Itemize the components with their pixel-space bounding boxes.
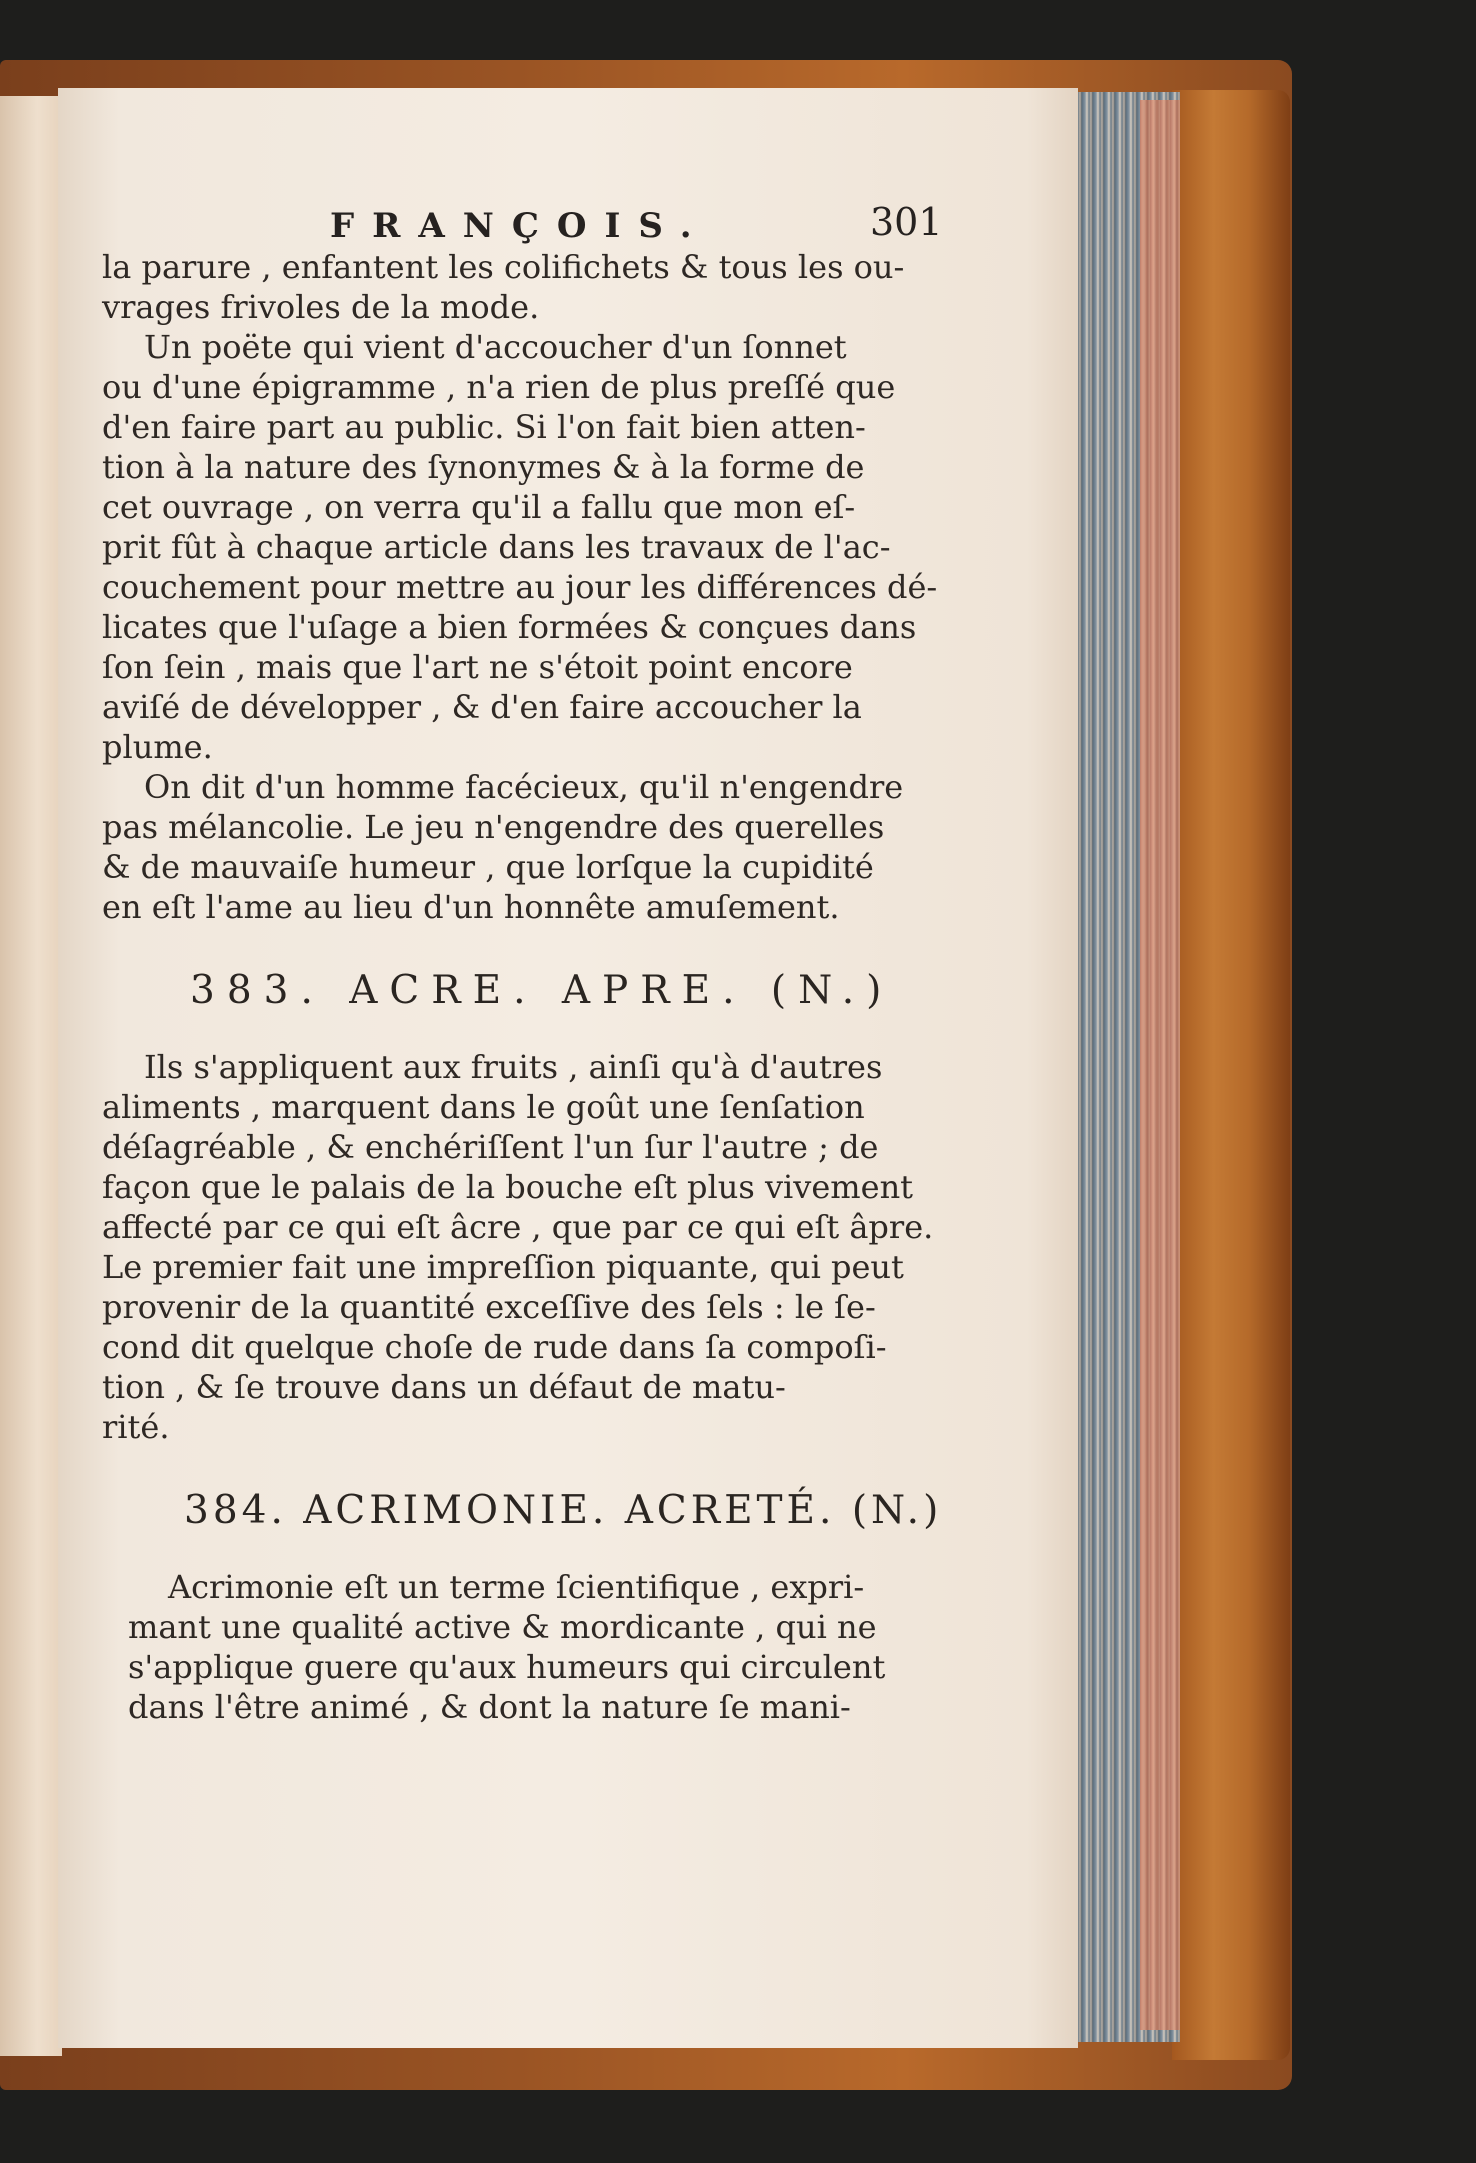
- article-heading-384: 384. ACRIMONIE. ACRETÉ. (N.): [184, 1488, 943, 1533]
- text-line: licates que l'uſage a bien formées & conçues dans: [102, 608, 917, 646]
- book-page: [58, 88, 1078, 2048]
- text-line: mant une qualité active & mordicante , qui ne: [128, 1608, 877, 1646]
- text-line: ou d'une épigramme , n'a rien de plus preſſé que: [102, 368, 896, 406]
- text-line: plume.: [102, 728, 213, 766]
- text-line: prit fût à chaque article dans les travaux de l'ac-: [102, 528, 891, 566]
- text-line: d'en faire part au public. Si l'on fait bien atten-: [102, 408, 866, 446]
- page-number: 301: [870, 200, 943, 244]
- red-page-edges: [1140, 100, 1180, 2030]
- text-line: déſagréable , & enchériſſent l'un ſur l'autre ; de: [102, 1128, 879, 1166]
- facing-page-sliver: [0, 96, 62, 2056]
- text-line: vrages frivoles de la mode.: [102, 288, 540, 326]
- text-line: en eſt l'ame au lieu d'un honnête amuſement.: [102, 888, 840, 926]
- article-heading-383: 383. ACRE. APRE. (N.): [190, 968, 894, 1013]
- text-line: façon que le palais de la bouche eſt plus vivement: [102, 1168, 914, 1206]
- text-line: aviſé de développer , & d'en faire accoucher la: [102, 688, 862, 726]
- text-line: aliments , marquent dans le goût une ſenſation: [102, 1088, 865, 1126]
- text-line: ſon ſein , mais que l'art ne s'étoit point encore: [102, 648, 853, 686]
- text-line: Ils s'appliquent aux fruits , ainſi qu'à d'autres: [144, 1048, 883, 1086]
- text-line: On dit d'un homme facécieux, qu'il n'engendre: [144, 768, 904, 806]
- text-line: la parure , enfantent les colifichets & tous les ou-: [102, 248, 905, 286]
- text-line: Acrimonie eſt un terme ſcientifique , expri-: [168, 1568, 865, 1606]
- text-line: & de mauvaiſe humeur , que lorſque la cupidité: [102, 848, 874, 886]
- text-line: Le premier fait une impreſſion piquante, qui peut: [102, 1248, 904, 1286]
- text-line: rité.: [102, 1408, 170, 1446]
- text-line: s'applique guere qu'aux humeurs qui circulent: [128, 1648, 886, 1686]
- text-line: cet ouvrage , on verra qu'il a fallu que mon eſ-: [102, 488, 856, 526]
- text-line: tion , & ſe trouve dans un défaut de matu-: [102, 1368, 786, 1406]
- text-line: tion à la nature des ſynonymes & à la forme de: [102, 448, 865, 486]
- cover-edge: [1172, 90, 1290, 2060]
- text-line: provenir de la quantité exceſſive des ſels : le ſe-: [102, 1288, 876, 1326]
- text-line: pas mélancolie. Le jeu n'engendre des querelles: [102, 808, 885, 846]
- text-line: Un poëte qui vient d'accoucher d'un ſonnet: [144, 328, 847, 366]
- text-line: affecté par ce qui eſt âcre , que par ce qui eſt âpre.: [102, 1208, 934, 1246]
- running-head: FRANÇOIS.: [330, 206, 710, 246]
- text-line: cond dit quelque choſe de rude dans ſa compoſi-: [102, 1328, 887, 1366]
- text-line: dans l'être animé , & dont la nature ſe mani-: [128, 1688, 851, 1726]
- text-line: couchement pour mettre au jour les différences dé-: [102, 568, 938, 606]
